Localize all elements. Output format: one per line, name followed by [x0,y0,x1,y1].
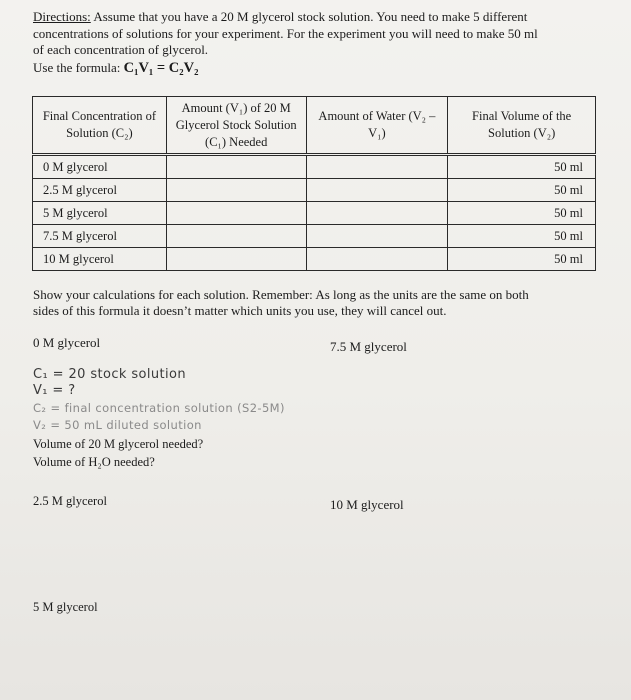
cell-water[interactable] [306,155,448,179]
cell-water[interactable] [306,202,448,225]
header-stock-amount: Amount (V₁) of 20 M Glycerol Stock Solution (C₁) Needed [166,97,306,155]
cell-volume: 50 ml [448,155,596,179]
cell-concentration: 5 M glycerol [33,202,167,225]
table-row [33,248,596,271]
directions-label: Directions: [33,9,91,24]
directions-line-2: concentrations of solutions for your experiment. For the experiment you will need to make 50 ml [33,26,538,41]
section-label-0m: 0 M glycerol [33,335,101,350]
header-water-amount: Amount of Water (V₂ – V₁) [306,97,448,155]
cell-stock[interactable] [166,225,306,248]
formula: C₁V₁ = C₂V₂ [123,60,199,76]
cell-water[interactable] [306,225,448,248]
cell-volume: 50 ml [448,225,596,248]
instructions-line-2: sides of this formula it doesn’t matter which units you use, they will cancel out. [33,303,447,318]
handwritten-c1: C₁ = 20 stock solution [33,367,187,382]
table-row [33,225,596,248]
table-row [33,155,596,179]
cell-water[interactable] [306,248,448,271]
cell-volume: 50 ml [448,202,596,225]
cell-stock[interactable] [166,248,306,271]
table-row [33,179,596,202]
directions-text-1: Assume that you have a 20 M glycerol stock solution. You need to make 5 different [93,9,528,24]
directions-line-1 [33,9,527,25]
cell-concentration: 0 M glycerol [33,155,167,179]
question-stock-volume: Volume of 20 M glycerol needed? [33,437,204,451]
formula-line [33,60,198,77]
cell-stock[interactable] [166,155,306,179]
dilution-table [32,96,596,271]
cell-water[interactable] [306,179,448,202]
cell-concentration: 10 M glycerol [33,248,167,271]
cell-volume: 50 ml [448,248,596,271]
directions-line-3: of each concentration of glycerol. [33,42,209,57]
table-header-row [33,97,596,155]
table-row [33,202,596,225]
question-water-volume: Volume of H₂O needed? [33,455,155,469]
cell-concentration: 7.5 M glycerol [33,225,167,248]
section-label-7-5m: 7.5 M glycerol [330,339,407,354]
handwritten-c2: C₂ = final concentration solution (S2-5M) [33,401,285,415]
cell-stock[interactable] [166,202,306,225]
cell-concentration: 2.5 M glycerol [33,179,167,202]
section-label-2-5m: 2.5 M glycerol [33,494,107,508]
cell-stock[interactable] [166,179,306,202]
section-label-5m: 5 M glycerol [33,600,98,614]
formula-intro: Use the formula: [33,60,121,75]
section-label-10m: 10 M glycerol [330,497,404,512]
header-final-volume: Final Volume of the Solution (V₂) [448,97,596,155]
header-final-concentration: Final Concentration of Solution (C₂) [33,97,167,155]
instructions-line-1: Show your calculations for each solution. Remember: As long as the units are the same on both [33,287,529,302]
handwritten-v2: V₂ = 50 mL diluted solution [33,418,202,432]
cell-volume: 50 ml [448,179,596,202]
handwritten-v1: V₁ = ? [33,383,76,398]
